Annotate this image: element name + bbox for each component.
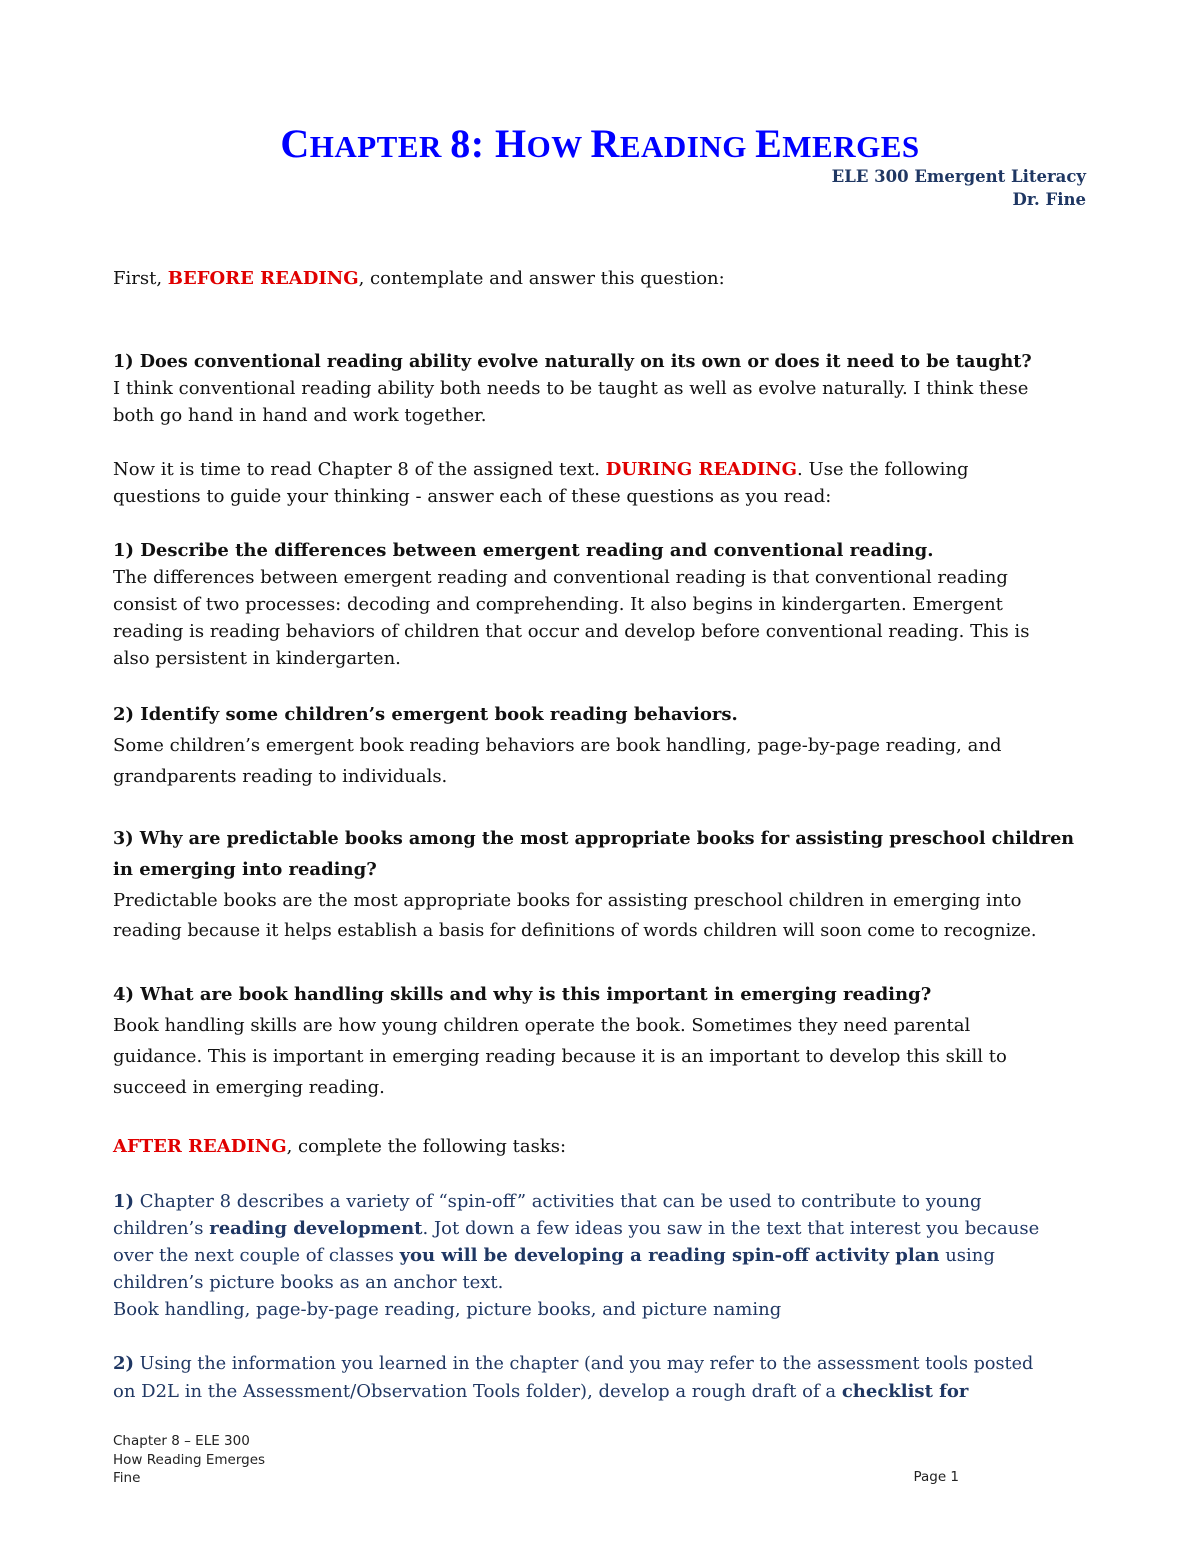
- title-part: HAPTER: [309, 129, 451, 164]
- question-text: in emerging into reading?: [113, 859, 377, 880]
- answer-line: also persistent in kindergarten.: [113, 648, 401, 669]
- question-text: 2) Identify some children’s emergent book reading behaviors.: [113, 704, 738, 725]
- task-emphasis: checklist for: [841, 1381, 969, 1402]
- answer-line: The differences between emergent reading and conventional reading is that conventional reading: [113, 567, 1008, 588]
- during-reading-intro: [113, 456, 1088, 510]
- after-reading-label: AFTER READING: [113, 1136, 287, 1157]
- task-text: Chapter 8 describes a variety of “spin-off” activities that can be used to contribute to young: [134, 1191, 982, 1212]
- answer-line: I think conventional reading ability both needs to be taught as well as evolve naturally. I think these: [113, 378, 1029, 399]
- intro-line: questions to guide your thinking - answer each of these questions as you read:: [113, 486, 832, 507]
- during-reading-label: DURING READING: [605, 459, 797, 480]
- answer-line: Predictable books are the most appropriate books for assisting preschool children in emerging into: [113, 890, 1022, 911]
- intro-suffix: , complete the following tasks:: [286, 1136, 567, 1157]
- intro-prefix: Now it is time to read Chapter 8 of the assigned text.: [113, 459, 606, 480]
- title-part: E: [755, 121, 783, 166]
- instructor-name: Dr. Fine: [1012, 190, 1086, 209]
- footer-line: How Reading Emerges: [113, 1451, 266, 1468]
- task-text: children’s: [113, 1218, 210, 1239]
- task-text: on D2L in the Assessment/Observation Tools folder), develop a rough draft of a: [113, 1381, 842, 1402]
- before-reading-label: BEFORE READING: [167, 268, 359, 289]
- task-emphasis: you will be developing a reading spin-off activity plan: [399, 1245, 940, 1266]
- task-text: using: [939, 1245, 995, 1266]
- title-part: R: [590, 121, 620, 166]
- after-task-1: [113, 1188, 1088, 1323]
- task-emphasis: reading development: [209, 1218, 423, 1239]
- intro-prefix: First,: [113, 268, 168, 289]
- title-part: EADING: [619, 129, 756, 164]
- task-answer: Book handling, page-by-page reading, picture books, and picture naming: [113, 1299, 782, 1320]
- during-question-4: [113, 979, 1088, 1103]
- task-number: 1): [113, 1191, 135, 1212]
- answer-line: both go hand in hand and work together.: [113, 405, 487, 426]
- answer-line: Book handling skills are how young children operate the book. Sometimes they need parental: [113, 1015, 971, 1036]
- title-part: OW: [526, 129, 591, 164]
- question-text: 4) What are book handling skills and why is this important in emerging reading?: [113, 984, 932, 1005]
- task-text: Using the information you learned in the chapter (and you may refer to the assessment tools posted: [134, 1354, 1034, 1374]
- title-part: MERGES: [782, 129, 920, 164]
- task-text: over the next couple of classes: [113, 1245, 400, 1266]
- answer-line: reading because it helps establish a basis for definitions of words children will soon come to recognize.: [113, 921, 1037, 941]
- answer-line: consist of two processes: decoding and comprehending. It also begins in kindergarten. Emergent: [113, 594, 1003, 615]
- answer-line: grandparents reading to individuals.: [113, 766, 448, 787]
- after-task-2: [113, 1350, 1088, 1405]
- question-text: 3) Why are predictable books among the most appropriate books for assisting preschool children: [113, 828, 1075, 849]
- task-text: . Jot down a few ideas you saw in the text that interest you because: [422, 1218, 1040, 1239]
- question-text: 1) Describe the differences between emergent reading and conventional reading.: [113, 540, 934, 561]
- task-text: children’s picture books as an anchor text.: [113, 1272, 504, 1293]
- footer-line: Chapter 8 – ELE 300: [113, 1433, 250, 1449]
- during-question-1: [113, 537, 1088, 672]
- question-1: 1) Does conventional reading ability evolve naturally on its own or does it need to be taught?: [113, 351, 1032, 372]
- answer-line: succeed in emerging reading.: [113, 1077, 385, 1098]
- page-number: Page 1: [913, 1469, 959, 1485]
- footer-line: Fine: [113, 1470, 141, 1486]
- before-question-block: [113, 348, 1088, 429]
- title-part: C: [280, 121, 310, 166]
- intro-suffix: , contemplate and answer this question:: [358, 268, 725, 289]
- during-question-2: [113, 699, 1088, 792]
- after-reading-intro: [113, 1136, 1088, 1157]
- task-number: 2): [113, 1353, 135, 1374]
- answer-line: Some children’s emergent book reading behaviors are book handling, page-by-page reading, and: [113, 735, 1002, 756]
- course-name: ELE 300 Emergent Literacy: [831, 167, 1086, 186]
- page-title: [0, 120, 1200, 167]
- during-question-3: [113, 823, 1088, 947]
- answer-line: reading is reading behaviors of children that occur and develop before conventional reading. This is: [113, 621, 1030, 642]
- page-footer: [113, 1432, 265, 1488]
- intro-suffix: . Use the following: [797, 459, 969, 480]
- answer-line: guidance. This is important in emerging reading because it is an important to develop this skill to: [113, 1046, 1007, 1067]
- title-part: 8: H: [450, 121, 527, 166]
- before-reading-intro: [113, 268, 1088, 289]
